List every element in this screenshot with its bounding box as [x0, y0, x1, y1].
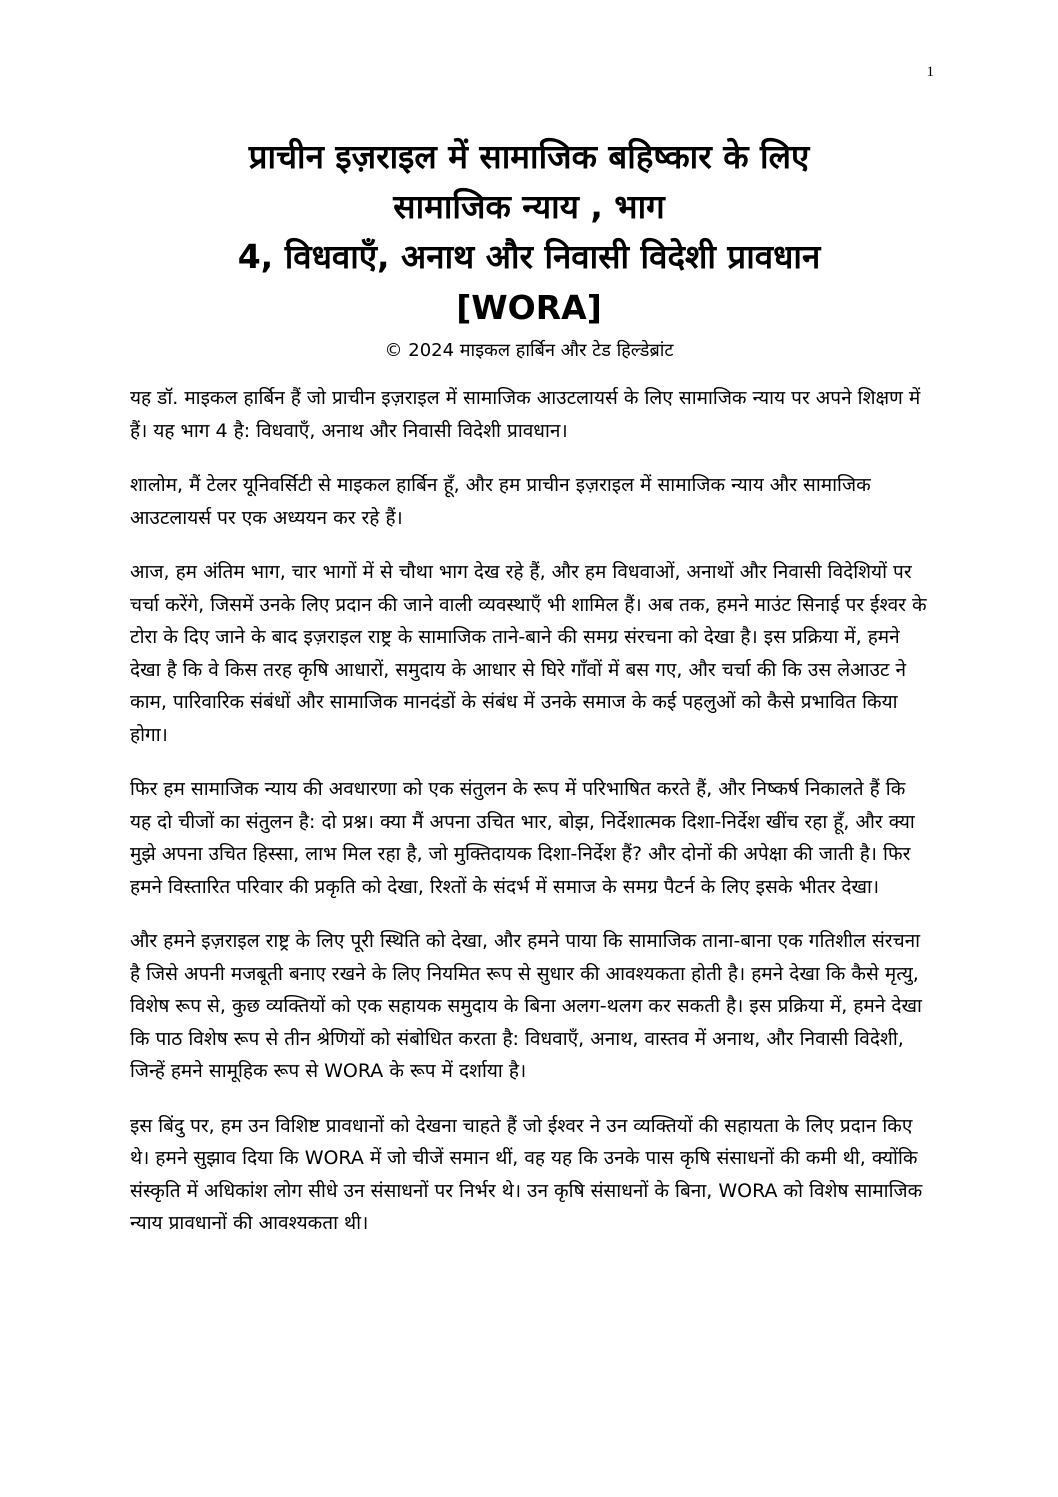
document-title-line-4: [WORA]	[456, 288, 602, 327]
document-title-line-2: सामाजिक न्याय , भाग	[393, 187, 665, 226]
paragraph-1: यह डॉ. माइकल हार्बिन हैं जो प्राचीन इज़राइल में सामाजिक आउटलायर्स के लिए सामाजिक न्याय पर अपने शिक्षण में हैं। यह भाग 4 है: विधवाएँ, अनाथ और निवासी विदेशी प्रावधान।	[130, 387, 921, 442]
paragraph-5: और हमने इज़राइल राष्ट्र के लिए पूरी स्थिति को देखा, और हमने पाया कि सामाजिक ताना-बाना एक गतिशील संरचना है जिसे अपनी मजबूती बनाए रखने के लिए नियमित रूप से सुधार की आवश्यकता होती है। हमने देखा कि कैसे मृत्यु, विशेष रूप से, कुछ व्यक्तियों को एक सहायक समुदाय के बिना अलग-थलग कर सकती है। इस प्रक्रिया में, हमने देखा कि पाठ विशेष रूप से तीन श्रेणियों को संबोधित करता है: विधवाएँ, अनाथ, वास्तव में अनाथ, और निवासी विदेशी, जिन्हें हमने सामूहिक रूप से WORA के रूप में दर्शाया है।	[130, 930, 922, 1082]
document-title-line-3: 4, विधवाएँ, अनाथ और निवासी विदेशी प्रावधान	[237, 237, 821, 276]
paragraph-4: फिर हम सामाजिक न्याय की अवधारणा को एक संतुलन के रूप में परिभाषित करते हैं, और निष्कर्ष निकालते हैं कि यह दो चीजों का संतुलन है: दो प्रश्न। क्या मैं अपना उचित भार, बोझ, निर्देशात्मक दिशा-निर्देश खींच रहा हूँ, और क्या मुझे अपना उचित हिस्सा, लाभ मिल रहा है, जो मुक्तिदायक दिशा-निर्देश हैं? और दोनों की अपेक्षा की जाती है। फिर हमने विस्तारित परिवार की प्रकृति को देखा, रिश्तों के संदर्भ में समाज के समग्र पैटर्न के लिए इसके भीतर देखा।	[130, 778, 915, 898]
document-title-line-1: प्राचीन इज़राइल में सामाजिक बहिष्कार के लिए	[248, 137, 810, 176]
title-block	[118, 132, 940, 364]
body-text	[130, 382, 932, 1262]
paragraph-2: शालोम, मैं टेलर यूनिवर्सिटी से माइकल हार्बिन हूँ, और हम प्राचीन इज़राइल में सामाजिक न्याय और सामाजिक आउटलायर्स पर एक अध्ययन कर रहे हैं।	[130, 474, 871, 529]
paragraph-6: इस बिंदु पर, हम उन विशिष्ट प्रावधानों को देखना चाहते हैं जो ईश्वर ने उन व्यक्तियों की सहायता के लिए प्रदान किए थे। हमने सुझाव दिया कि WORA में जो चीजें समान थीं, वह यह कि उनके पास कृषि संसाधनों की कमी थी, क्योंकि संस्कृति में अधिकांश लोग सीधे उन संसाधनों पर निर्भर थे। उन कृषि संसाधनों के बिना, WORA को विशेष सामाजिक न्याय प्रावधानों की आवश्यकता थी।	[130, 1114, 923, 1234]
page-number: 1	[926, 64, 934, 80]
copyright-line: © 2024 माइकल हार्बिन और टेड हिल्डेब्रांट	[384, 340, 674, 361]
paragraph-3: आज, हम अंतिम भाग, चार भागों में से चौथा भाग देख रहे हैं, और हम विधवाओं, अनाथों और निवासी विदेशियों पर चर्चा करेंगे, जिसमें उनके लिए प्रदान की जाने वाली व्यवस्थाएँ भी शामिल हैं। अब तक, हमने माउंट सिनाई पर ईश्वर के टोरा के दिए जाने के बाद इज़राइल राष्ट्र के सामाजिक ताने-बाने की समग्र संरचना को देखा है। इस प्रक्रिया में, हमने देखा है कि वे किस तरह कृषि आधारों, समुदाय के आधार से घिरे गाँवों में बस गए, और चर्चा की कि उस लेआउट ने काम, पारिवारिक संबंधों और सामाजिक मानदंडों के संबंध में उनके समाज के कई पहलुओं को कैसे प्रभावित किया होगा।	[130, 561, 927, 746]
